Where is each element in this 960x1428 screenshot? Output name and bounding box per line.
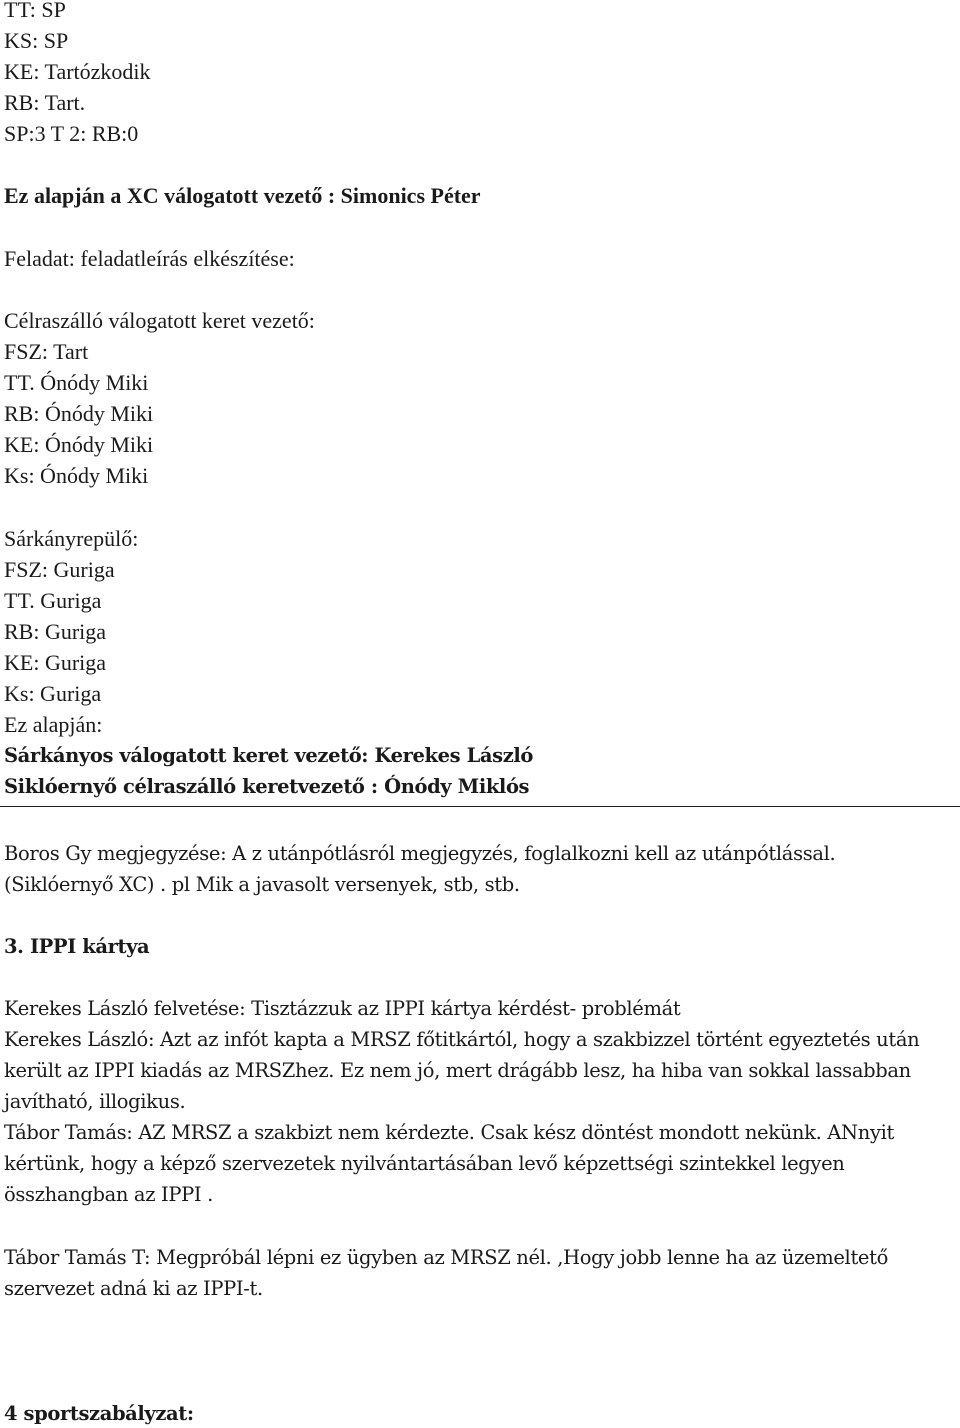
vote-line: Ks: Ónódy Miki	[4, 463, 149, 488]
vote-line: FSZ: Guriga	[4, 557, 115, 582]
vote-line: TT: SP	[4, 0, 66, 22]
vote-line: KS: SP	[4, 28, 69, 53]
vote-line: KE: Tartózkodik	[4, 59, 151, 84]
paragraph-line: Tábor Tamás T: Megpróbál lépni ez ügyben az MRSZ nél. ,Hogy jobb lenne ha az üzemeltető	[4, 1246, 888, 1269]
xc-leader-result: Ez alapján a XC válogatott vezető : Simonics Péter	[4, 183, 481, 208]
boros-note: (Siklóernyő XC) . pl Mik a javasolt versenyek, stb, stb.	[4, 873, 520, 896]
vote-line: Ks: Guriga	[4, 681, 102, 706]
vote-line: RB: Tart.	[4, 90, 86, 115]
vote-line: TT. Guriga	[4, 588, 102, 613]
paragraph-line: Kerekes László felvetése: Tisztázzuk az IPPI kártya kérdést- problémát	[4, 997, 681, 1020]
vote-line: FSZ: Tart	[4, 339, 89, 364]
hang-leader-result: Sárkányos válogatott keret vezető: Kerekes László	[4, 744, 533, 767]
section-heading-ippi: 3. IPPI kártya	[4, 935, 150, 958]
vote-line: Ez alapján:	[4, 712, 103, 737]
paraglider-leader-result: Siklóernyő célraszálló keretvezető : Ónódy Miklós	[4, 775, 530, 798]
paragraph-line: Tábor Tamás: AZ MRSZ a szakbizt nem kérdezte. Csak kész döntést mondott nekünk. ANnyit	[4, 1121, 894, 1144]
paragraph-line: kértünk, hogy a képző szervezetek nyilvántartásában levő képzettségi szintekkel legyen	[4, 1152, 845, 1175]
vote-line: KE: Guriga	[4, 650, 107, 675]
vote-line: KE: Ónódy Miki	[4, 432, 154, 457]
paragraph-line: összhangban az IPPI .	[4, 1183, 213, 1206]
paragraph-line: Kerekes László: Azt az infót kapta a MRSZ főtitkártól, hogy a szakbizzel történt egyeztetés után	[4, 1028, 920, 1051]
vote-line: TT. Ónódy Miki	[4, 370, 149, 395]
paragraph-line: került az IPPI kiadás az MRSZhez. Ez nem jó, mert drágább lesz, ha hiba van sokkal lassabban	[4, 1059, 911, 1082]
task-line: Feladat: feladatleírás elkészítése:	[4, 246, 295, 271]
vote-line: RB: Guriga	[4, 619, 107, 644]
hang-heading: Sárkányrepülő:	[4, 526, 139, 551]
section-heading-sportszabalyzat: 4 sportszabályzat:	[4, 1402, 194, 1425]
boros-note: Boros Gy megjegyzése: A z utánpótlásról megjegyzés, foglalkozni kell az utánpótlással.	[4, 842, 836, 865]
paragraph-line: javítható, illogikus.	[4, 1090, 186, 1113]
horizontal-rule	[0, 806, 960, 807]
paragraph-line: szervezet adná ki az IPPI-t.	[4, 1277, 263, 1300]
target-heading: Célraszálló válogatott keret vezető:	[4, 308, 315, 333]
vote-summary: SP:3 T 2: RB:0	[4, 121, 139, 146]
vote-line: RB: Ónódy Miki	[4, 401, 154, 426]
